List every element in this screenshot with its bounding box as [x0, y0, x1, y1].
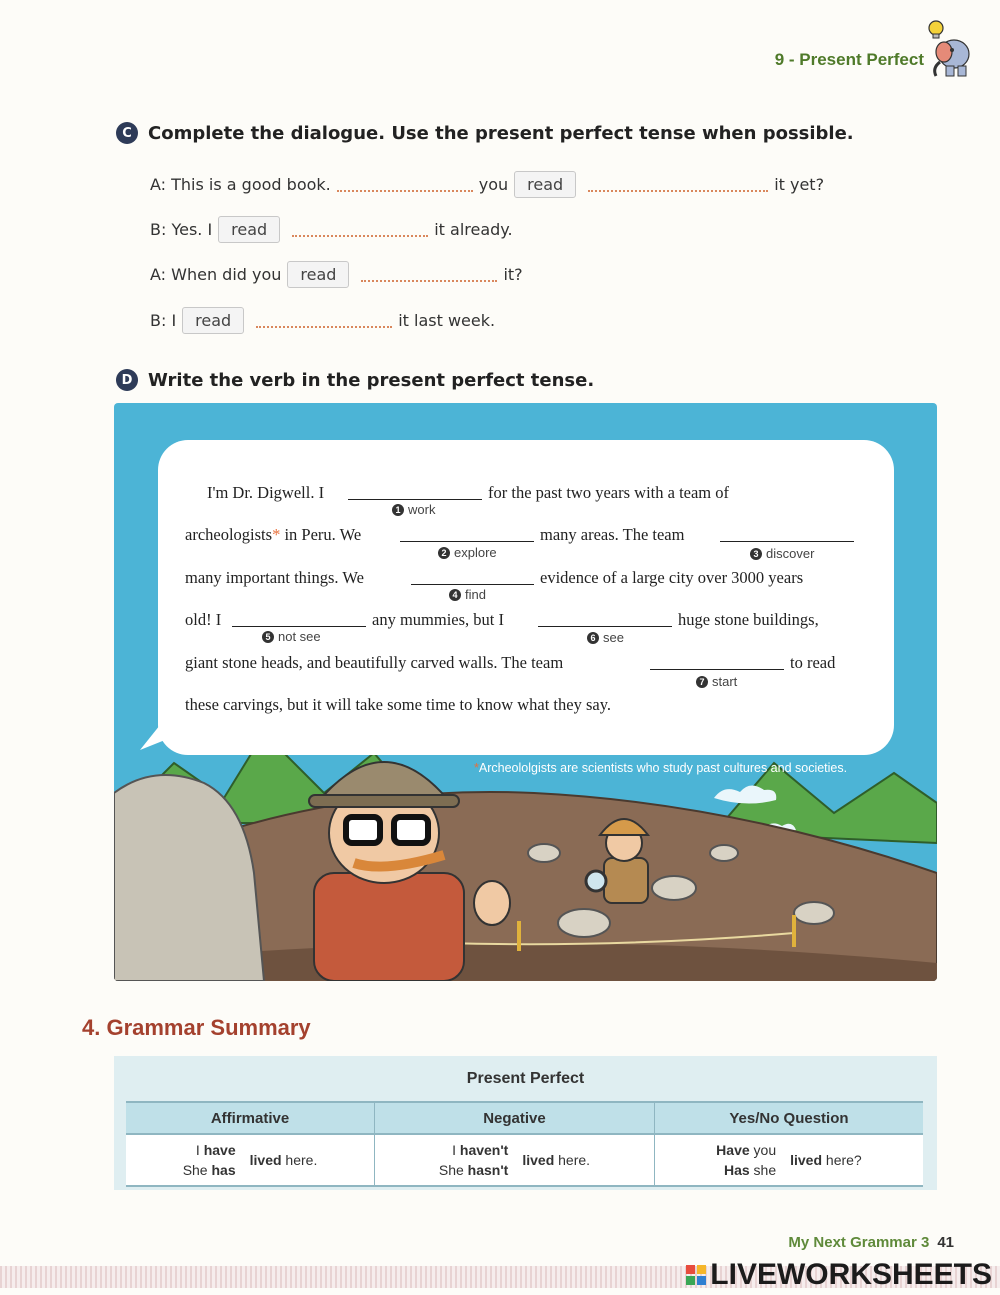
hint-number: 3: [750, 548, 762, 560]
story-text: archeologists: [185, 525, 273, 544]
answer-blank[interactable]: [292, 223, 428, 237]
hint-number: 2: [438, 547, 450, 559]
asterisk-mark: *: [272, 525, 281, 544]
dialogue-text: B: Yes. I: [150, 220, 213, 239]
story-blank-2[interactable]: [400, 541, 534, 542]
hint-verb: start: [712, 674, 738, 689]
story-line-2a: [185, 525, 361, 545]
story-blank-6[interactable]: [538, 626, 672, 627]
auxiliary: haven't: [459, 1142, 509, 1158]
book-title: My Next Grammar 3: [788, 1234, 930, 1251]
dialogue-line-1: [150, 171, 824, 198]
auxiliary: have: [203, 1142, 236, 1158]
hint-number: 4: [449, 589, 461, 601]
hint-4: [449, 587, 486, 602]
footnote-text: Archeololgists are scientists who study past cultures and societies.: [478, 761, 848, 775]
story-blank-4[interactable]: [411, 584, 534, 585]
participle: lived: [522, 1152, 555, 1168]
participle: lived: [790, 1152, 823, 1168]
hint-verb: explore: [454, 545, 497, 560]
watermark-text: LIVEWORKSHEETS: [710, 1258, 992, 1291]
story-line-6: these carvings, but it will take some time to know what they say.: [185, 695, 612, 714]
dialogue-text: it yet?: [774, 175, 825, 194]
story-blank-7[interactable]: [650, 669, 784, 670]
col-header-question: Yes/No Question: [654, 1102, 923, 1134]
verb-chip: read: [218, 216, 280, 243]
page-footer: [788, 1234, 954, 1251]
story-line-4b: any mummies, but I: [372, 610, 504, 629]
story-blank-3[interactable]: [720, 541, 854, 542]
cell-question: [654, 1134, 923, 1186]
dialogue-text: A: This is a good book.: [150, 175, 331, 194]
section-c-badge: C: [116, 122, 138, 144]
elephant-mascot-icon: [924, 18, 972, 80]
hint-number: 6: [587, 632, 599, 644]
hint-2: [438, 545, 497, 560]
grammar-table: [126, 1101, 923, 1187]
hint-verb: work: [408, 502, 436, 517]
pronoun: She: [438, 1162, 464, 1178]
col-header-negative: Negative: [375, 1102, 655, 1134]
verb-chip: read: [287, 261, 349, 288]
table-title: Present Perfect: [466, 1070, 585, 1087]
dialogue-text: it already.: [434, 220, 513, 239]
dialogue-line-2: [150, 216, 513, 243]
col-header-affirmative: Affirmative: [126, 1102, 375, 1134]
hint-number: 1: [392, 504, 404, 516]
liveworksheets-watermark: [686, 1258, 992, 1292]
dialogue-text: B: I: [150, 311, 177, 330]
verb-chip: read: [514, 171, 576, 198]
hint-verb: not see: [278, 629, 321, 644]
story-blank-5[interactable]: [232, 626, 366, 627]
tail-text: here.: [285, 1152, 318, 1168]
pronoun: I: [452, 1142, 456, 1158]
answer-blank[interactable]: [337, 178, 473, 192]
pronoun: you: [753, 1142, 777, 1158]
story-line-5b: to read: [790, 653, 836, 672]
hint-3: [750, 546, 814, 561]
dialogue-text: A: When did you: [150, 265, 282, 284]
section-d-instruction: Write the verb in the present perfect tense.: [148, 369, 595, 391]
dialogue-line-3: [150, 261, 523, 288]
auxiliary: Has: [723, 1162, 750, 1178]
answer-blank[interactable]: [361, 268, 497, 282]
hint-6: [587, 630, 624, 645]
dialogue-line-4: [150, 307, 495, 334]
hint-verb: see: [603, 630, 624, 645]
liveworksheets-logo-icon: [686, 1265, 706, 1285]
story-blank-1[interactable]: [348, 499, 482, 500]
story-line-3a: many important things. We: [185, 568, 364, 587]
story-line-4c: huge stone buildings,: [678, 610, 819, 629]
hint-verb: find: [465, 587, 486, 602]
hint-5: [262, 629, 321, 644]
auxiliary: hasn't: [467, 1162, 509, 1178]
story-line-1a: I'm Dr. Digwell. I: [207, 483, 325, 502]
dialogue-text: it last week.: [398, 311, 496, 330]
cell-affirmative: [126, 1134, 375, 1186]
pronoun: I: [195, 1142, 200, 1158]
dialogue-text: it?: [503, 265, 523, 284]
section-d-badge: D: [116, 369, 138, 391]
dialogue-text: you: [478, 175, 509, 194]
hint-number: 7: [696, 676, 708, 688]
pronoun: she: [753, 1162, 777, 1178]
answer-blank[interactable]: [588, 178, 768, 192]
tail-text: here?: [825, 1152, 862, 1168]
hint-verb: discover: [766, 546, 815, 561]
answer-blank[interactable]: [256, 314, 392, 328]
tail-text: here.: [558, 1152, 591, 1168]
story-line-4a: old! I: [185, 610, 222, 629]
chapter-title: 9 - Present Perfect: [774, 50, 924, 69]
section-c-heading: [116, 122, 854, 144]
page-number: 41: [937, 1234, 954, 1251]
cell-negative: [375, 1134, 655, 1186]
participle: lived: [249, 1152, 282, 1168]
section-c-instruction: Complete the dialogue. Use the present perfect tense when possible.: [148, 122, 854, 144]
story-line-5a: giant stone heads, and beautifully carved walls. The team: [185, 653, 564, 672]
auxiliary: Have: [716, 1142, 750, 1158]
hint-7: [696, 674, 737, 689]
verb-chip: read: [182, 307, 244, 334]
story-line-2c: many areas. The team: [540, 525, 685, 544]
asterisk-mark: *: [474, 761, 479, 775]
story-text: in Peru. We: [284, 525, 362, 544]
story-line-3b: evidence of a large city over 3000 years: [540, 568, 804, 587]
story-line-1b: for the past two years with a team of: [488, 483, 730, 502]
hint-number: 5: [262, 631, 274, 643]
footnote: [474, 761, 847, 775]
grammar-summary-box: [114, 1056, 937, 1190]
grammar-summary-title: 4. Grammar Summary: [82, 1015, 311, 1040]
pronoun: She: [182, 1162, 208, 1178]
section-d-heading: [116, 369, 594, 391]
auxiliary: has: [211, 1162, 236, 1178]
hint-1: [392, 502, 435, 517]
